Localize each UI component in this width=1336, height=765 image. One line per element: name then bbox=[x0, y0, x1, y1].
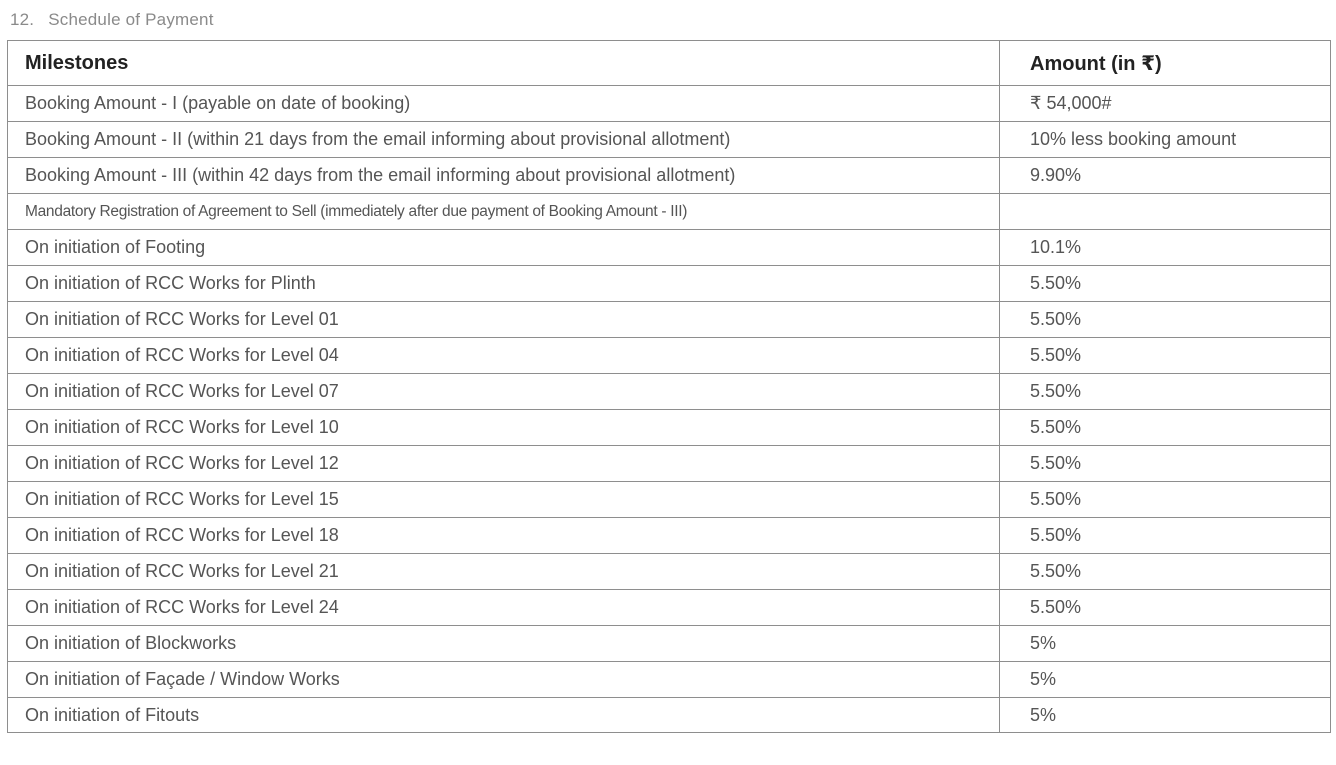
milestone-cell: On initiation of RCC Works for Level 21 bbox=[8, 554, 1000, 590]
header-amount: Amount (in ₹) bbox=[1000, 41, 1331, 86]
amount-cell: 5.50% bbox=[1000, 482, 1331, 518]
table-row bbox=[8, 230, 1331, 266]
amount-cell: 5.50% bbox=[1000, 446, 1331, 482]
table-row bbox=[8, 122, 1331, 158]
amount-cell: 9.90% bbox=[1000, 158, 1331, 194]
milestone-cell: Booking Amount - III (within 42 days from the email informing about provisional allotment) bbox=[8, 158, 1000, 194]
table-row bbox=[8, 662, 1331, 698]
amount-cell: 5.50% bbox=[1000, 374, 1331, 410]
milestone-cell: On initiation of RCC Works for Level 01 bbox=[8, 302, 1000, 338]
milestone-cell: On initiation of RCC Works for Level 10 bbox=[8, 410, 1000, 446]
amount-cell bbox=[1000, 194, 1331, 230]
amount-cell: 5.50% bbox=[1000, 266, 1331, 302]
table-header-row bbox=[8, 41, 1331, 86]
milestone-cell: On initiation of RCC Works for Level 04 bbox=[8, 338, 1000, 374]
milestone-cell: On initiation of Fitouts bbox=[8, 698, 1000, 733]
milestone-cell: On initiation of RCC Works for Level 24 bbox=[8, 590, 1000, 626]
table-row bbox=[8, 590, 1331, 626]
amount-cell: 5.50% bbox=[1000, 410, 1331, 446]
table-row bbox=[8, 698, 1331, 733]
amount-cell: 10.1% bbox=[1000, 230, 1331, 266]
milestone-cell: On initiation of Blockworks bbox=[8, 626, 1000, 662]
milestone-cell: On initiation of Footing bbox=[8, 230, 1000, 266]
milestone-cell: Booking Amount - II (within 21 days from the email informing about provisional allotment) bbox=[8, 122, 1000, 158]
amount-cell: 10% less booking amount bbox=[1000, 122, 1331, 158]
milestone-cell: On initiation of RCC Works for Level 18 bbox=[8, 518, 1000, 554]
milestone-cell: On initiation of RCC Works for Plinth bbox=[8, 266, 1000, 302]
amount-cell: 5.50% bbox=[1000, 338, 1331, 374]
payment-schedule-table bbox=[7, 40, 1331, 733]
section-number: 12. bbox=[10, 10, 35, 29]
amount-cell: 5.50% bbox=[1000, 518, 1331, 554]
amount-cell: 5.50% bbox=[1000, 590, 1331, 626]
table-row bbox=[8, 410, 1331, 446]
amount-cell: 5.50% bbox=[1000, 302, 1331, 338]
amount-cell: 5.50% bbox=[1000, 554, 1331, 590]
table-row bbox=[8, 518, 1331, 554]
section-heading bbox=[10, 10, 214, 30]
amount-cell: 5% bbox=[1000, 626, 1331, 662]
table-row bbox=[8, 482, 1331, 518]
table-row bbox=[8, 194, 1331, 230]
amount-cell: 5% bbox=[1000, 662, 1331, 698]
amount-cell: 5% bbox=[1000, 698, 1331, 733]
table-row bbox=[8, 86, 1331, 122]
table-row bbox=[8, 374, 1331, 410]
table-row bbox=[8, 266, 1331, 302]
milestone-cell: On initiation of RCC Works for Level 15 bbox=[8, 482, 1000, 518]
milestone-cell: On initiation of RCC Works for Level 07 bbox=[8, 374, 1000, 410]
table-row bbox=[8, 302, 1331, 338]
milestone-cell: Booking Amount - I (payable on date of booking) bbox=[8, 86, 1000, 122]
header-milestones: Milestones bbox=[8, 41, 1000, 86]
table-row bbox=[8, 554, 1331, 590]
amount-cell: ₹ 54,000# bbox=[1000, 86, 1331, 122]
milestone-cell: On initiation of RCC Works for Level 12 bbox=[8, 446, 1000, 482]
table-row bbox=[8, 158, 1331, 194]
milestone-cell: On initiation of Façade / Window Works bbox=[8, 662, 1000, 698]
table-row bbox=[8, 446, 1331, 482]
table-row bbox=[8, 626, 1331, 662]
section-title: Schedule of Payment bbox=[48, 10, 214, 29]
milestone-cell: Mandatory Registration of Agreement to Sell (immediately after due payment of Booking Amount - III) bbox=[8, 194, 1000, 230]
table-row bbox=[8, 338, 1331, 374]
